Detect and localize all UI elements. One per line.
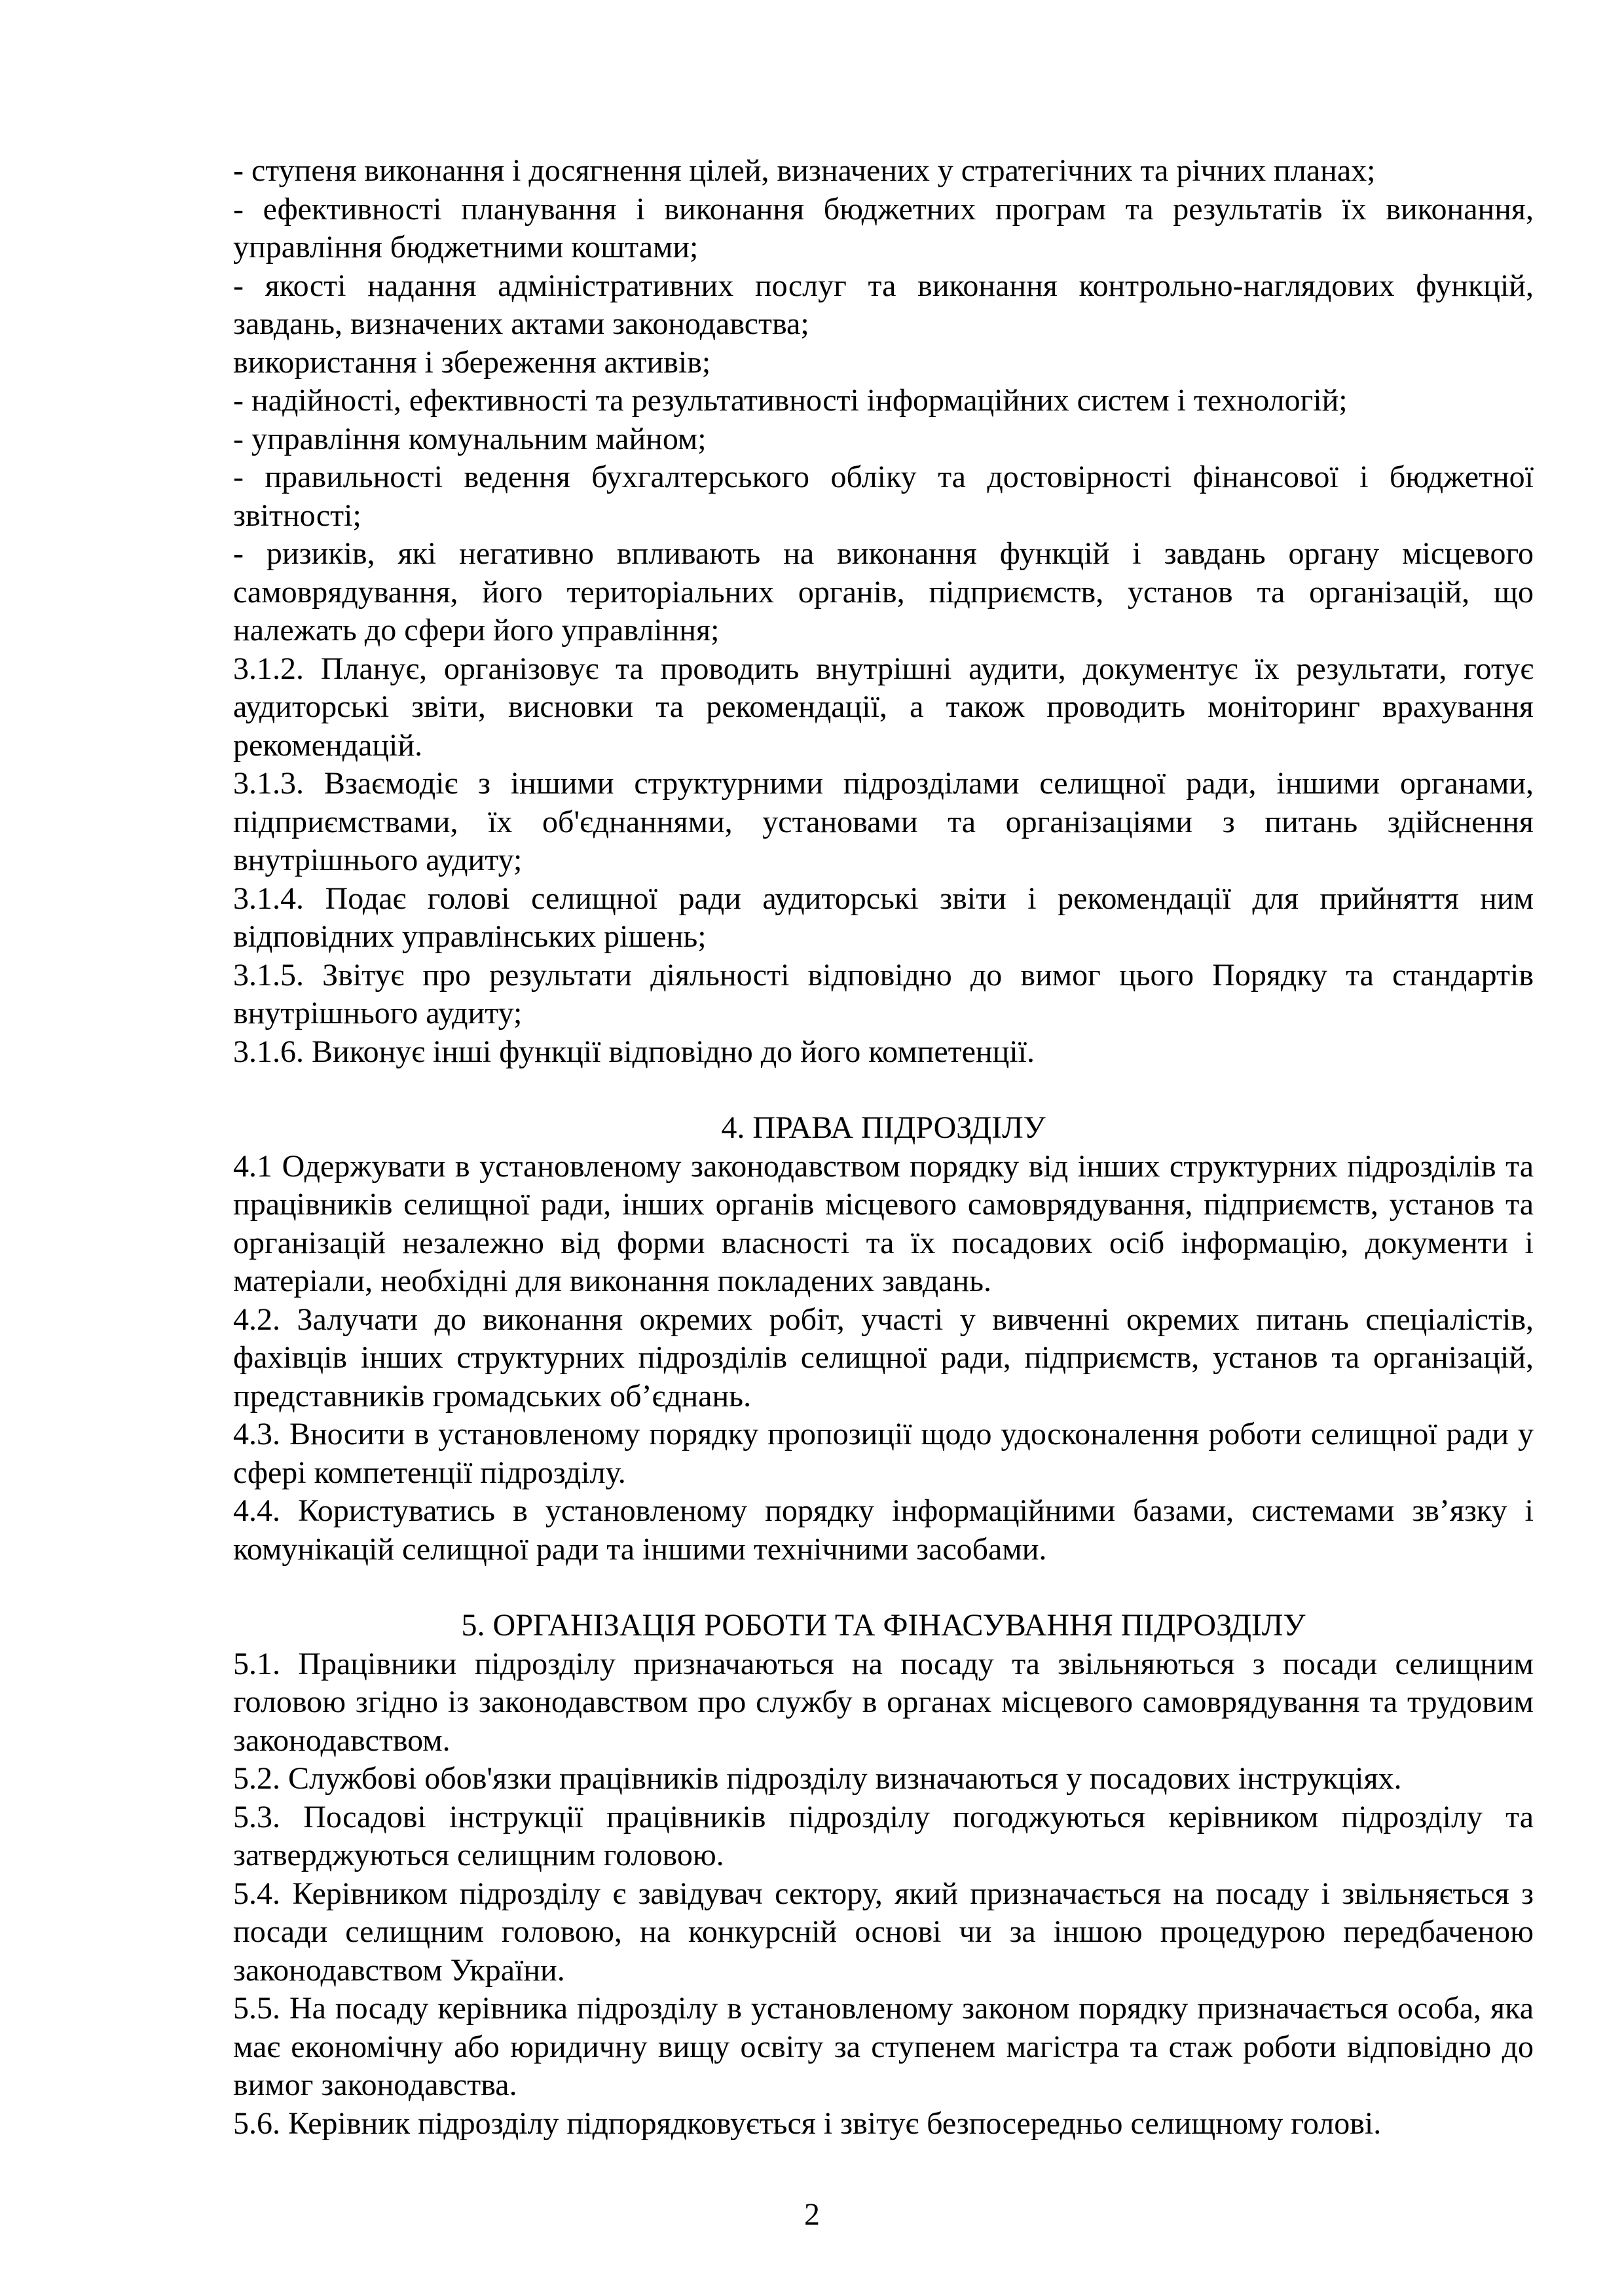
section-5-heading: 5. ОРГАНІЗАЦІЯ РОБОТИ ТА ФІНАСУВАННЯ ПІДРОЗДІЛУ: [461, 1608, 1306, 1643]
clause-3-1-2: 3.1.2. Планує, організовує та проводить внутрішні аудити, документує їх результати, готує аудиторські звіти, висновки та рекомендації, а також проводить моніторинг врахування рекомендацій.: [233, 651, 1534, 763]
page-body: [233, 152, 1534, 2143]
clause-4-2: 4.2. Залучати до виконання окремих робіт, участі у вивченні окремих питань спеціалістів, фахівців інших структурних підрозділів селищної ради, підприємств, установ та організацій, представників громадських об’єднань.: [233, 1302, 1534, 1413]
list-item: - управління комунальним майном;: [233, 421, 707, 456]
clause-5-4: 5.4. Керівником підрозділу є завідувач сектору, який призначається на посаду і звільняється з посади селищним головою, на конкурсній основі чи за іншою процедурою передбаченою законодавством України.: [233, 1876, 1534, 1988]
clause-4-1: 4.1 Одержувати в установленому законодавством порядку від інших структурних підрозділів та працівників селищної ради, інших органів місцевого самоврядування, підприємств, установ та організацій незалежно від форми власності та їх посадових осіб інформацію, документи і матеріали, необхідні для виконання покладених завдань.: [233, 1148, 1534, 1298]
clause-4-4: 4.4. Користуватись в установленому порядку інформаційними базами, системами зв’язку і комунікацій селищної ради та іншими технічними засобами.: [233, 1493, 1534, 1567]
clause-3-1-5: 3.1.5. Звітує про результати діяльності відповідно до вимог цього Порядку та стандартів внутрішнього аудиту;: [233, 957, 1534, 1030]
clause-3-1-3: 3.1.3. Взаємодіє з іншими структурними підрозділами селищної ради, іншими органами, підприємствами, їх об'єднаннями, установами та організаціями з питань здійснення внутрішнього аудиту;: [233, 766, 1534, 877]
clause-3-1-6: 3.1.6. Виконує інші функції відповідно до його компетенції.: [233, 1034, 1035, 1069]
list-item: - ризиків, які негативно впливають на виконання функцій і завдань органу місцевого самоврядування, його територіальних органів, підприємств, установ та організацій, що належать до сфери його управління;: [233, 536, 1534, 647]
list-item: - ступеня виконання і досягнення цілей, визначених у стратегічних та річних планах;: [233, 153, 1376, 188]
section-4-heading: 4. ПРАВА ПІДРОЗДІЛУ: [721, 1110, 1046, 1145]
list-item: - правильності ведення бухгалтерського обліку та достовірності фінансової і бюджетної звітності;: [233, 460, 1534, 533]
clause-5-3: 5.3. Посадові інструкції працівників підрозділу погоджуються керівником підрозділу та затверджуються селищним головою.: [233, 1799, 1534, 1872]
section-spacer: [233, 1569, 1534, 1607]
list-item: - надійності, ефективності та результативності інформаційних систем і технологій;: [233, 383, 1348, 418]
list-item: - якості надання адміністративних послуг та виконання контрольно-наглядових функцій, завдань, визначених актами законодавства;: [233, 268, 1534, 341]
clause-5-2: 5.2. Службові обов'язки працівників підрозділу визначаються у посадових інструкціях.: [233, 1761, 1402, 1796]
clause-4-3: 4.3. Вносити в установленому порядку пропозиції щодо удосконалення роботи селищної ради у сфері компетенції підрозділу.: [233, 1417, 1534, 1490]
clause-5-5: 5.5. На посаду керівника підрозділу в установленому законом порядку призначається особа, яка має економічну або юридичну вищу освіту за ступенем магістра та стаж роботи відповідно до вимог законодавства.: [233, 1991, 1534, 2102]
list-item: - ефективності планування і виконання бюджетних програм та результатів їх виконання, управління бюджетними коштами;: [233, 191, 1534, 264]
page-number: 2: [804, 2197, 820, 2232]
section-spacer: [233, 1071, 1534, 1109]
clause-5-1: 5.1. Працівники підрозділу призначаються на посаду та звільняються з посади селищним головою згідно із законодавством про службу в органах місцевого самоврядування та трудовим законодавством.: [233, 1646, 1534, 1758]
clause-5-6: 5.6. Керівник підрозділу підпорядковується і звітує безпосередньо селищному голові.: [233, 2105, 1382, 2141]
clause-3-1-4: 3.1.4. Подає голові селищної ради аудиторські звіти і рекомендації для прийняття ним відповідних управлінських рішень;: [233, 881, 1534, 954]
list-item: використання і збереження активів;: [233, 344, 711, 380]
